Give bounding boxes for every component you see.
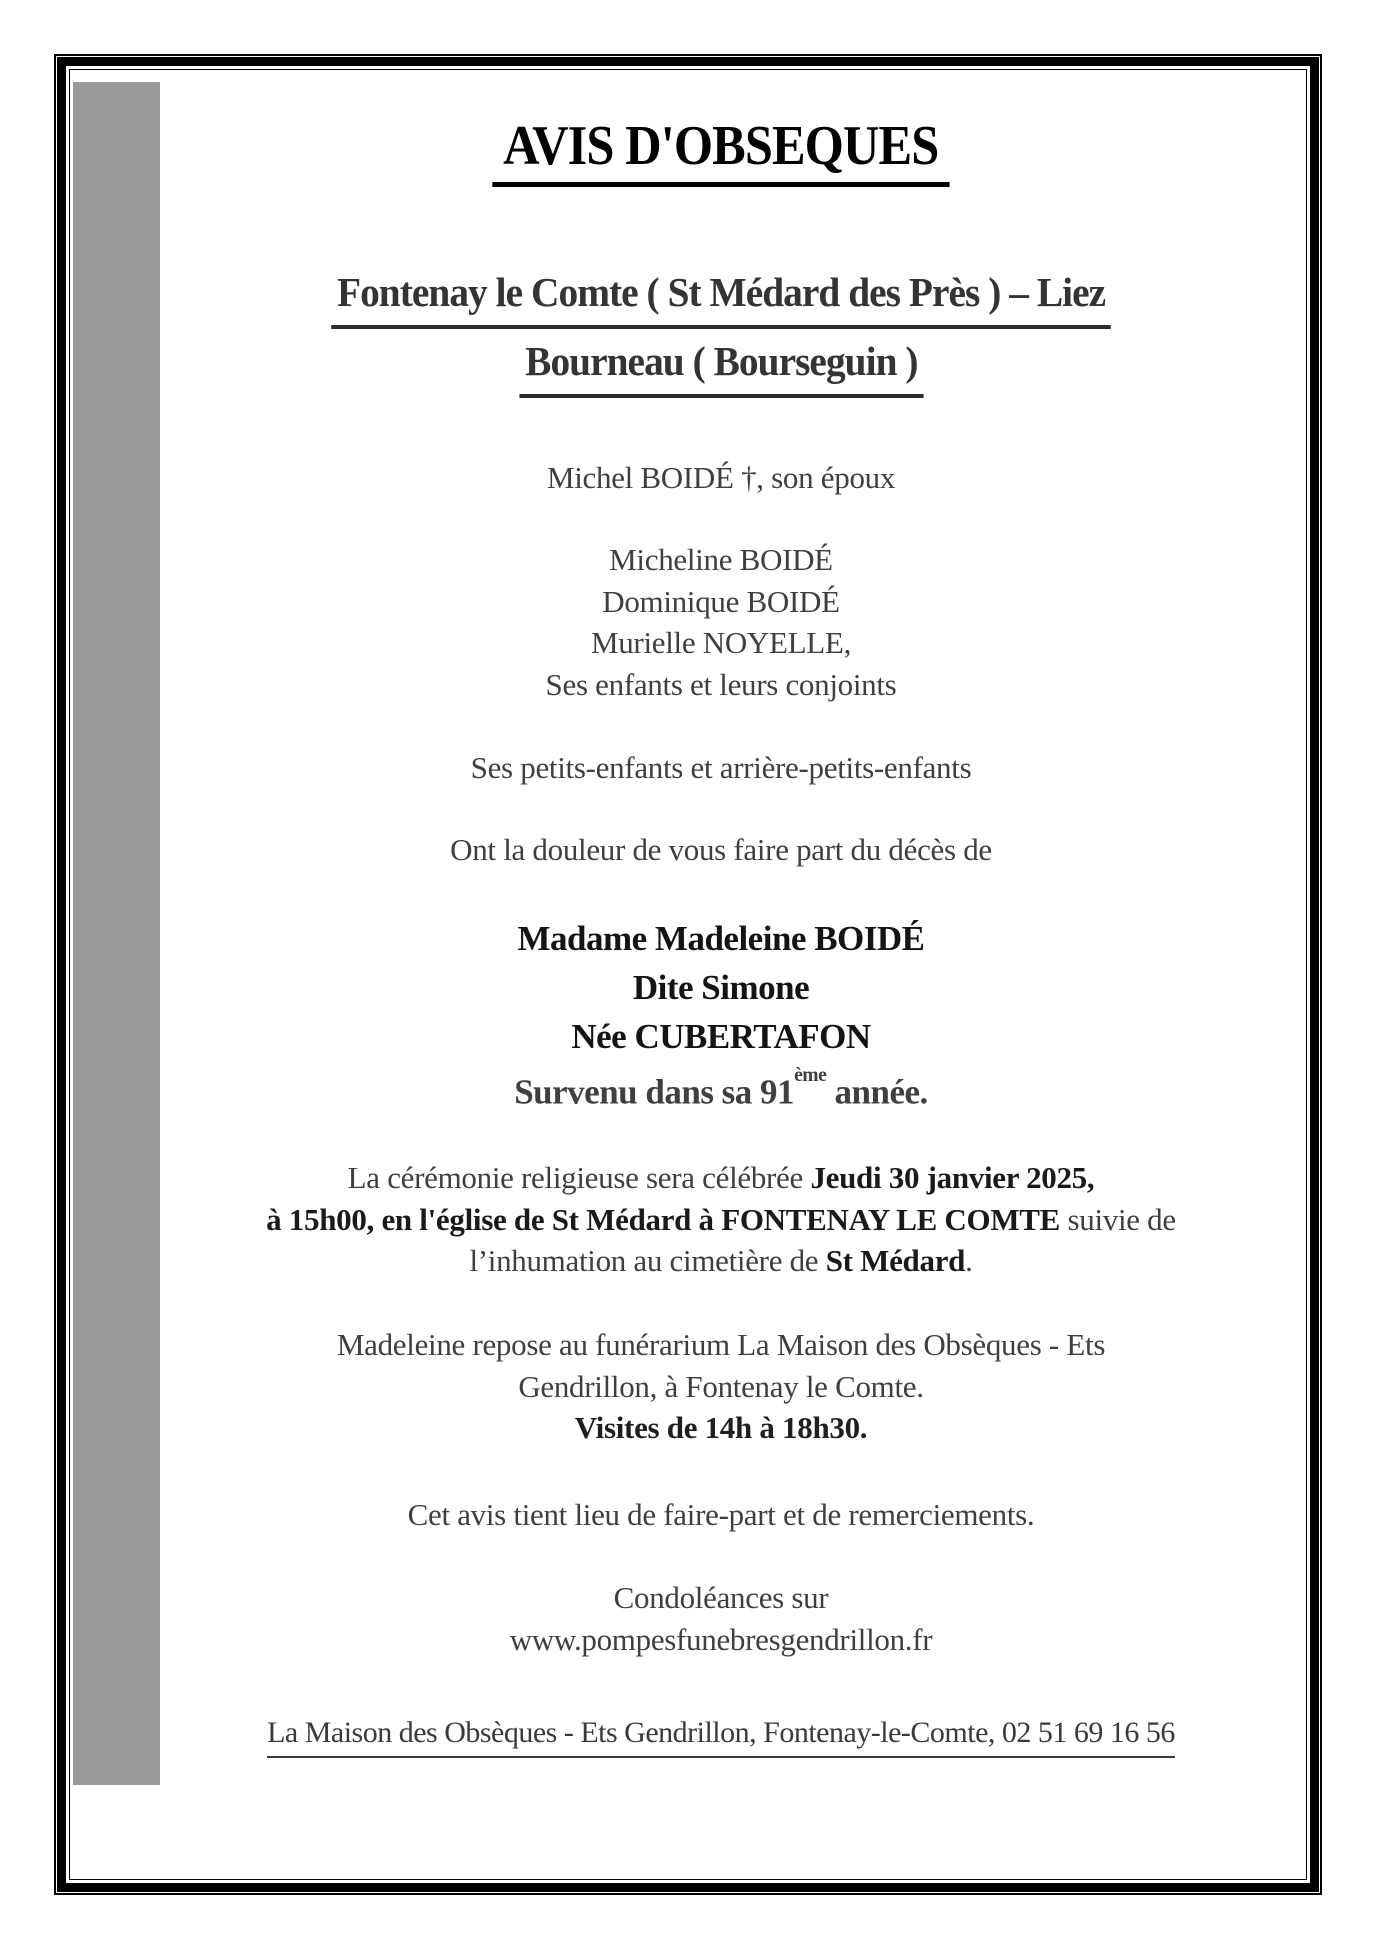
- repose-line1: Madeleine repose au funérarium La Maison des Obsèques - Ets: [336, 1327, 1106, 1362]
- spouse-line: Michel BOIDÉ †, son époux: [546, 460, 896, 495]
- location-heading: [174, 260, 1268, 398]
- age-ordinal-superscript: ème: [794, 1065, 827, 1087]
- text-column: [174, 70, 1268, 1879]
- children-caption: Ses enfants et leurs conjoints: [545, 666, 897, 702]
- page-title: [174, 114, 1268, 192]
- gray-sidebar-decoration: [73, 82, 160, 1785]
- condolences-website: www.pompesfunebresgendrillon.fr: [509, 1621, 933, 1657]
- ceremony-line3: l’inhumation au cimetière de St Médard.: [469, 1243, 973, 1278]
- child-line: Micheline BOIDÉ: [609, 542, 833, 577]
- condolences-section: [174, 1577, 1268, 1660]
- location-heading-line1: Fontenay le Comte ( St Médard des Près ) – Liez: [174, 260, 1268, 329]
- ceremony-paragraph: [174, 1157, 1268, 1282]
- notice-line: Cet avis tient lieu de faire-part et de remerciements.: [407, 1497, 1035, 1532]
- funeral-home-footer: [174, 1712, 1268, 1758]
- location-heading-line2: Bourneau ( Bourseguin ): [174, 329, 1268, 398]
- grandchildren-line: Ses petits-enfants et arrière-petits-enfants: [470, 750, 972, 785]
- ceremony-line2: à 15h00, en l'église de St Médard à FONTENAY LE COMTE suivie de: [266, 1201, 1176, 1237]
- repose-paragraph: [174, 1324, 1268, 1449]
- ceremony-date: Jeudi 30 janvier 2025,: [810, 1160, 1095, 1195]
- cemetery-name: St Médard: [825, 1243, 966, 1278]
- child-line: Dominique BOIDÉ: [602, 583, 840, 619]
- deceased-identity: [174, 914, 1268, 1117]
- funeral-home-footer-text: La Maison des Obsèques - Ets Gendrillon, Fontenay-le-Comte, 02 51 69 16 56: [267, 1712, 1175, 1758]
- announcement-line: Ont la douleur de vous faire part du décès de: [450, 832, 992, 867]
- page-title-text: AVIS D'OBSEQUES: [493, 114, 950, 187]
- decorative-frame: [54, 54, 1322, 1895]
- child-line: Murielle NOYELLE,: [590, 625, 852, 660]
- deceased-name: Madame Madeleine BOIDÉ: [517, 919, 925, 958]
- ceremony-line1: La cérémonie religieuse sera célébrée Jeudi 30 janvier 2025,: [347, 1160, 1095, 1195]
- document-content-area: [69, 69, 1307, 1880]
- repose-line2: Gendrillon, à Fontenay le Comte.: [518, 1368, 924, 1404]
- deceased-age-line: Survenu dans sa 91ème année.: [514, 1065, 928, 1112]
- decorative-frame-thick-band: [57, 57, 1319, 1892]
- ceremony-time-place: à 15h00, en l'église de St Médard à FONTENAY LE COMTE: [266, 1201, 1061, 1237]
- deceased-maiden-name: Née CUBERTAFON: [571, 1017, 871, 1056]
- visiting-hours: Visites de 14h à 18h30.: [574, 1410, 868, 1445]
- deceased-known-as: Dite Simone: [632, 968, 810, 1007]
- condolences-intro: Condoléances sur: [613, 1580, 829, 1615]
- children-list: [174, 539, 1268, 705]
